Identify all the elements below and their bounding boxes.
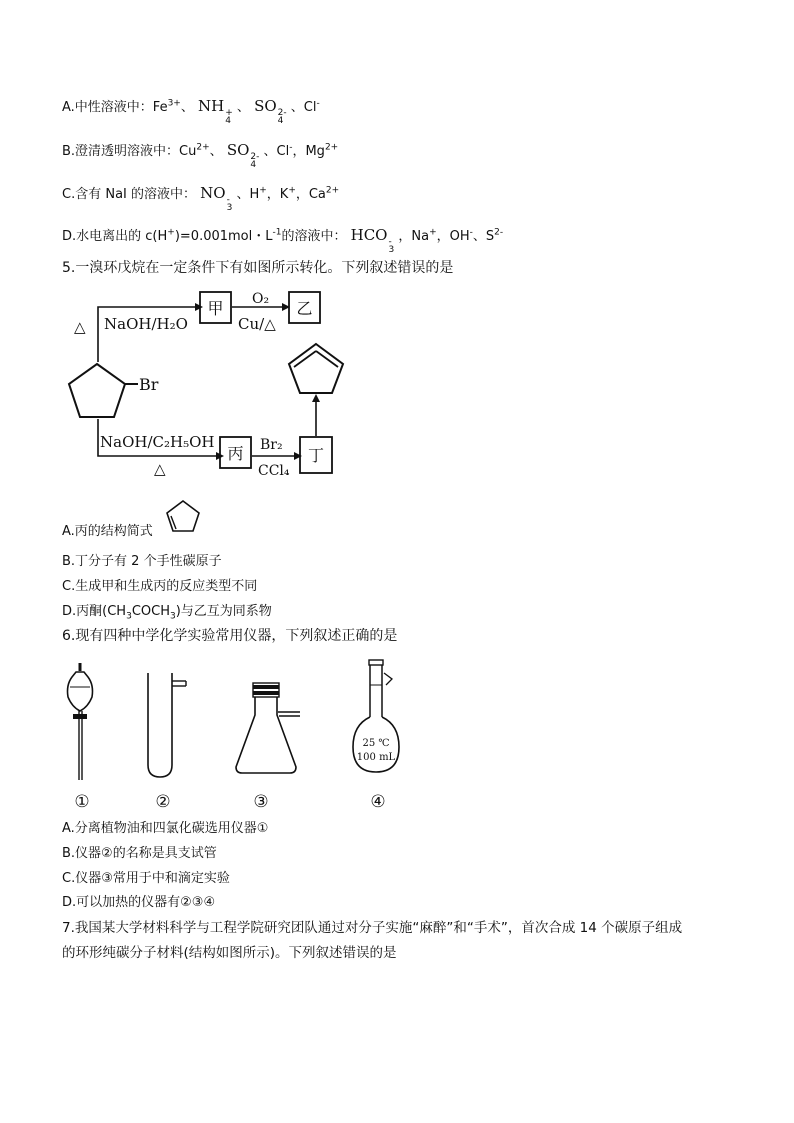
side-arm-test-tube <box>148 673 172 777</box>
q6-option-b: B.仪器②的名称是具支试管 <box>62 846 217 861</box>
box-ding-label: 丁 <box>307 446 325 465</box>
cu-heat-label: Cu/△ <box>238 315 276 333</box>
q6-option-d: D.可以加热的仪器有②③④ <box>62 895 216 910</box>
ccl4-label: CCl₄ <box>258 463 290 479</box>
q5-stem: 5.一溴环戊烷在一定条件下有如图所示转化。下列叙述错误的是 <box>62 260 454 276</box>
top-heat-symbol: △ <box>74 318 86 336</box>
volumetric-stopper <box>369 660 383 665</box>
q4-option-b: B.澄清透明溶液中：$Cu^{2+}$、 SO 2- 4 、Cl-，$Mg^{2+}$ <box>62 141 339 170</box>
q5-option-c: C.生成甲和生成丙的反应类型不同 <box>62 579 258 594</box>
label-3: ③ <box>253 792 269 812</box>
q7-stem-line1: 7.我国某大学材料科学与工程学院研究团队通过对分子实施“麻醉”和“手术”，首次合成 14 个碳原子组成 <box>62 920 683 936</box>
stopper-band-2 <box>253 691 279 695</box>
q6-option-c: C.仪器③常用于中和滴定实验 <box>62 871 230 886</box>
q6-option-a: A.分离植物油和四氯化碳选用仪器① <box>62 821 269 836</box>
q5-option-d: D.丙酮$(CH_3COCH_3)$与乙互为同系物 <box>62 604 272 622</box>
q6-apparatus-row <box>60 655 420 815</box>
q4-option-a: A.中性溶液中：$Fe^{3+}$、 NH + 4 、 SO 2- 4 、Cl- <box>62 97 320 126</box>
elimination-arrowhead <box>312 394 320 402</box>
q5-option-b: B.丁分子有 2 个手性碳原子 <box>62 554 222 569</box>
q5-reaction-diagram <box>60 280 360 480</box>
volumetric-tag <box>384 673 392 685</box>
flask-temp-label: 25 ℃ <box>362 738 390 749</box>
box-jia-label: 甲 <box>207 299 224 318</box>
q4-option-d: D.水电离出的 c(H+)=0.001mol・$L^{-1}$的溶液中： HCO - 3 ，Na+，OH-、$S^{2-}$ <box>62 226 504 255</box>
box-yi-label: 乙 <box>296 299 313 318</box>
top-reagent: NaOH/H₂O <box>104 315 188 333</box>
br2-label: Br₂ <box>260 437 283 453</box>
bottom-heat-symbol: △ <box>154 460 166 478</box>
q6-stem: 6.现有四种中学化学实验常用仪器，下列叙述正确的是 <box>62 628 398 644</box>
flask-volume-label: 100 mL <box>356 752 396 763</box>
o2-label: O₂ <box>252 291 270 307</box>
cyclopentane-ring <box>69 364 125 417</box>
funnel-stopcock <box>73 714 87 719</box>
cyclopentene-ring <box>167 501 199 531</box>
cyclopentene-structure <box>163 496 203 536</box>
separatory-funnel-body <box>68 672 93 711</box>
label-2: ② <box>155 792 171 812</box>
stopper-band-1 <box>253 685 279 689</box>
label-1: ① <box>74 792 90 812</box>
label-4: ④ <box>370 792 386 812</box>
box-bing-label: 丙 <box>227 444 244 463</box>
filter-flask-body <box>236 697 296 773</box>
top-path-arrowhead <box>195 303 203 311</box>
q4-option-c: C.含有 NaI 的溶液中： NO - 3 、H+，K+，$Ca^{2+}$ <box>62 184 340 213</box>
q7-stem-line2: 的环形纯碳分子材料(结构如图所示)。下列叙述错误的是 <box>62 945 397 961</box>
q5-option-a: A.丙的结构简式 <box>62 524 153 539</box>
bottom-reagent: NaOH/C₂H₅OH <box>100 433 215 451</box>
bromine-label: Br <box>139 375 159 394</box>
